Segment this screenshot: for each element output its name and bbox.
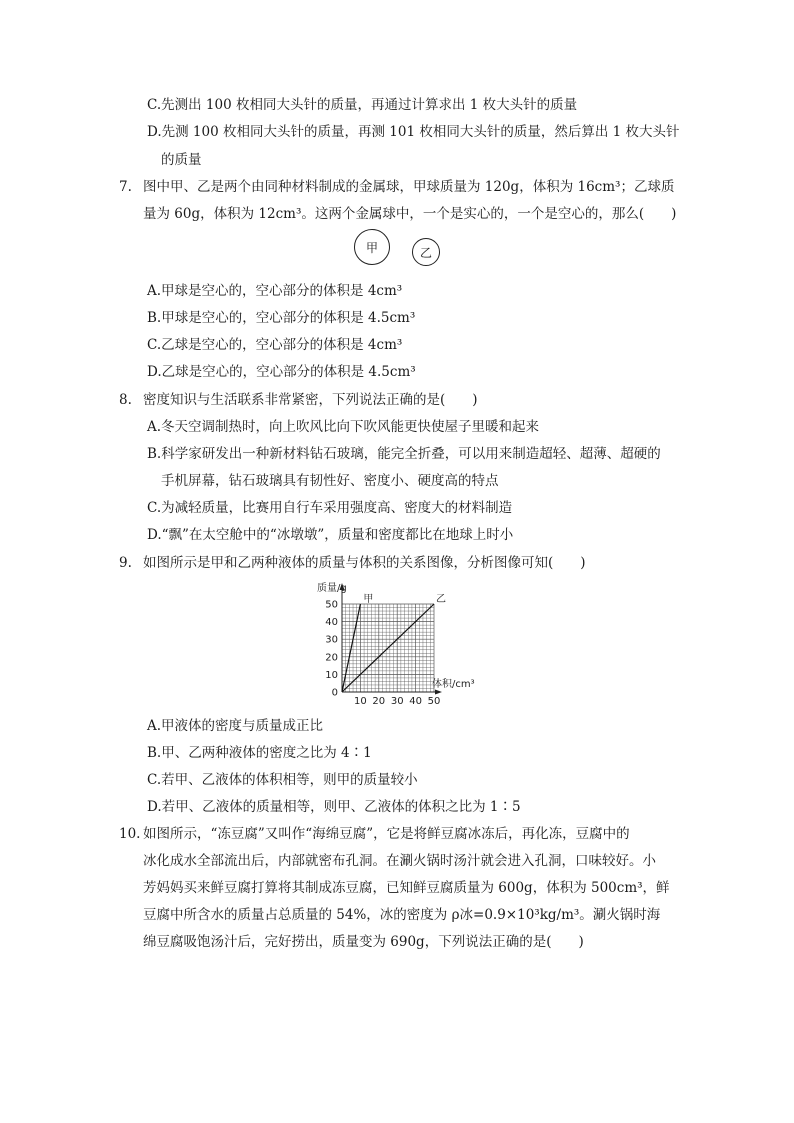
y-tick-label: 40: [325, 617, 338, 629]
q8-stem: 密度知识与生活联系非常紧密，下列说法正确的是( ): [143, 392, 478, 408]
ball-yi-label: 乙: [419, 245, 432, 260]
series-line-2: [342, 604, 434, 692]
x-tick-label: 30: [390, 696, 404, 707]
q6-option-d-line2: 的质量: [161, 152, 202, 168]
q8-number: 8.: [119, 392, 132, 408]
x-tick-label: 10: [354, 696, 367, 707]
q7-option-a: A.甲球是空心的，空心部分的体积是 4cm³: [147, 283, 403, 299]
q7-option-c: C.乙球是空心的，空心部分的体积是 4cm³: [147, 337, 403, 353]
q10-stem-line1: 如图所示，“冻豆腐”又叫作“海绵豆腐”，它是将鲜豆腐冰冻后，再化冻，豆腐中的: [143, 826, 630, 842]
q10-stem-line3: 芳妈妈买来鲜豆腐打算将其制成冻豆腐，已知鲜豆腐质量为 600g，体积为 500cm³，鲜: [143, 880, 670, 896]
q8-option-b-line1: B.科学家研发出一种新材料钻石玻璃，能完全折叠，可以用来制造超轻、超薄、超硬的: [147, 446, 661, 462]
q9-option-b: B.甲、乙两种液体的密度之比为 4∶1: [147, 745, 372, 761]
q7-number: 7.: [119, 179, 132, 195]
x-tick-label: 50: [427, 696, 441, 707]
q9-option-d: D.若甲、乙液体的质量相等，则甲、乙液体的体积之比为 1∶5: [147, 799, 521, 815]
mass-volume-chart-svg: [312, 580, 487, 708]
mass-volume-chart: [312, 580, 487, 712]
q9-number: 9.: [119, 555, 132, 571]
q9-stem: 如图所示是甲和乙两种液体的质量与体积的关系图像，分析图像可知( ): [143, 555, 586, 571]
q10-stem-line4: 豆腐中所含水的质量占总质量的 54%，冰的密度为 ρ冰=0.9×10³kg/m³。涮火锅时海: [143, 907, 661, 923]
ball-yi: [412, 238, 440, 266]
q9-option-c: C.若甲、乙液体的体积相等，则甲的质量较小: [147, 772, 418, 788]
ball-jia: [354, 229, 390, 265]
series-name-label: 乙: [436, 594, 446, 605]
origin-label: 0: [331, 687, 338, 699]
q9-option-a: A.甲液体的密度与质量成正比: [147, 718, 324, 734]
q8-option-c: C.为减轻质量，比赛用自行车采用强度高、密度大的材料制造: [147, 500, 513, 516]
q10-number: 10.: [119, 826, 141, 842]
q7-option-b: B.甲球是空心的，空心部分的体积是 4.5cm³: [147, 310, 416, 326]
q8-option-b-line2: 手机屏幕，钻石玻璃具有韧性好、密度小、硬度高的特点: [161, 473, 499, 489]
q6-option-c: C.先测出 100 枚相同大头针的质量，再通过计算求出 1 枚大头针的质量: [147, 97, 578, 113]
q7-stem-line2: 量为 60g，体积为 12cm³。这两个金属球中，一个是实心的，一个是空心的，那么( ): [143, 206, 677, 222]
y-tick-label: 10: [325, 669, 338, 681]
ball-jia-label: 甲: [365, 240, 378, 255]
chart-series: [342, 604, 434, 692]
x-axis-arrow: [435, 690, 442, 695]
q7-option-d: D.乙球是空心的，空心部分的体积是 4.5cm³: [147, 364, 416, 380]
q6-option-d-line1: D.先测 100 枚相同大头针的质量，再测 101 枚相同大头针的质量，然后算出 1 枚大头针: [147, 124, 680, 140]
chart-labels: [317, 581, 475, 707]
q8-option-d: D.“飘”在太空舱中的“冰墩墩”，质量和密度都比在地球上时小: [147, 527, 514, 543]
y-tick-label: 30: [325, 634, 338, 646]
series-name-label: 甲: [363, 594, 374, 605]
q10-stem-line2: 冰化成水全部流出后，内部就密布孔洞。在涮火锅时汤汁就会进入孔洞，口味较好。小: [143, 853, 656, 869]
q7-stem-line1: 图中甲、乙是两个由同种材料制成的金属球，甲球质量为 120g，体积为 16cm³；乙球质: [143, 179, 675, 195]
y-tick-label: 50: [325, 599, 338, 611]
x-axis-title: 体积/cm³: [432, 679, 475, 690]
y-axis-title: 质量/g: [317, 583, 347, 594]
x-tick-label: 40: [409, 696, 422, 707]
y-tick-label: 20: [325, 652, 338, 664]
x-tick-label: 20: [372, 696, 386, 707]
q10-stem-line5: 绵豆腐吸饱汤汁后，完好捞出，质量变为 690g，下列说法正确的是( ): [143, 934, 584, 950]
q8-option-a: A.冬天空调制热时，向上吹风比向下吹风能更快使屋子里暖和起来: [147, 419, 540, 435]
series-line-1: [342, 604, 360, 692]
